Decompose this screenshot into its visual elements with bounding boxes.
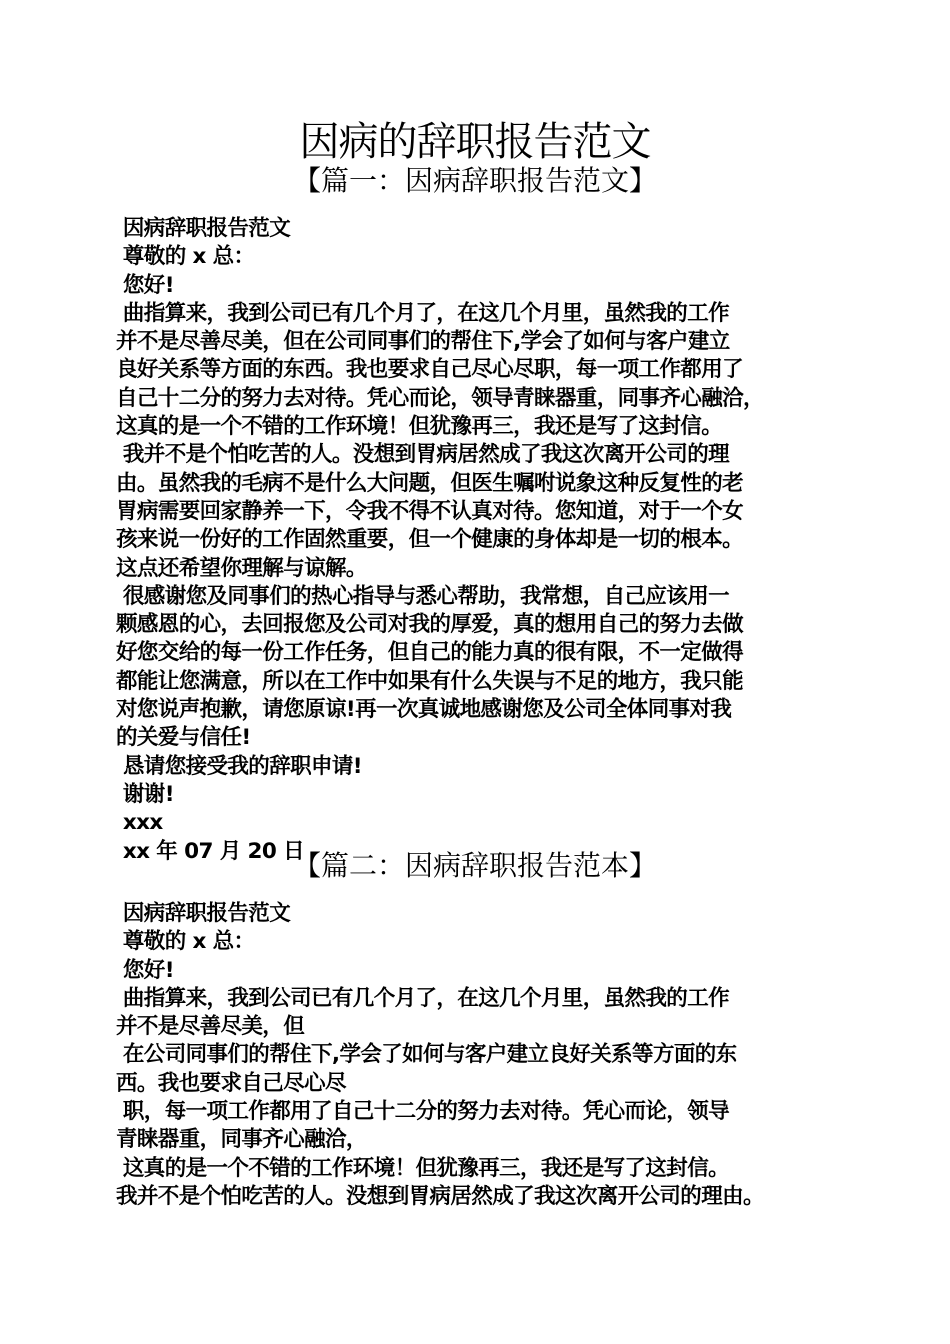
body-line: 都能让您满意，所以在工作中如果有什么失误与不足的地方，我只能 (116, 668, 744, 694)
body-line: 恳请您接受我的辞职申请! (116, 753, 362, 779)
body-line: 我并不是个怕吃苦的人。没想到胃病居然成了我这次离开公司的理由。 (116, 1183, 764, 1209)
section2-heading: 【篇二：因病辞职报告范本】 (292, 849, 657, 882)
document-title: 因病的辞职报告范文 (299, 119, 651, 165)
body-line: 因病辞职报告范文 (116, 901, 291, 926)
body-line: 您好! (116, 957, 174, 983)
body-line: 谢谢! (116, 781, 174, 807)
body-line: 胃病需要回家静养一下，令我不得不认真对待。您知道，对于一个女 (116, 498, 744, 524)
body-line: 尊敬的 x 总： (116, 929, 255, 955)
body-line: 曲指算来，我到公司已有几个月了，在这几个月里，虽然我的工作 (116, 300, 729, 326)
body-line: 职，每一项工作都用了自己十二分的努力去对待。凭心而论，领导 (116, 1099, 729, 1125)
body-line: 这真的是一个不错的工作环境！但犹豫再三，我还是写了这封信。 (116, 414, 723, 440)
section1-heading: 【篇一：因病辞职报告范文】 (292, 164, 657, 197)
body-line: 颗感恩的心，去回报您及公司对我的厚爱，真的想用自己的努力去做 (116, 612, 744, 638)
body-line: 在公司同事们的帮住下,学会了如何与客户建立良好关系等方面的东 (116, 1042, 737, 1068)
body-line: 由。虽然我的毛病不是什么大问题，但医生嘱咐说象这种反复性的老 (116, 470, 744, 496)
body-line: 好您交给的每一份工作任务，但自己的能力真的很有限，不一定做得 (116, 640, 744, 666)
body-line: 很感谢您及同事们的热心指导与悉心帮助，我常想，自己应该用一 (116, 583, 729, 609)
body-line: 自己十二分的努力去对待。凭心而论，领导青睐器重，同事齐心融洽， (116, 385, 764, 411)
section2-body (116, 900, 856, 1211)
signature-name: xxx (116, 810, 163, 836)
body-line: 孩来说一份好的工作固然重要，但一个健康的身体却是一切的根本。 (116, 527, 744, 553)
body-line: 并不是尽善尽美，但在公司同事们的帮住下,学会了如何与客户建立 (116, 329, 730, 355)
body-line: 您好! (116, 272, 174, 298)
body-line: 尊敬的 x 总： (116, 244, 255, 270)
body-line: 西。我也要求自己尽心尽 (116, 1070, 346, 1096)
body-line: 青睐器重，同事齐心融洽， (116, 1127, 367, 1153)
body-line: 的关爱与信任! (116, 725, 251, 751)
body-line: 我并不是个怕吃苦的人。没想到胃病居然成了我这次离开公司的理 (116, 442, 729, 468)
body-line: 这点还希望你理解与谅解。 (116, 555, 367, 581)
body-line: 并不是尽善尽美，但 (116, 1014, 305, 1040)
body-line: 曲指算来，我到公司已有几个月了，在这几个月里，虽然我的工作 (116, 985, 729, 1011)
section1-body (116, 215, 856, 866)
body-line: 对您说声抱歉，请您原谅!再一次真诚地感谢您及公司全体同事对我 (116, 697, 732, 723)
body-line: 良好关系等方面的东西。我也要求自己尽心尽职，每一项工作都用了 (116, 357, 744, 383)
body-line: 这真的是一个不错的工作环境！但犹豫再三，我还是写了这封信。 (116, 1155, 729, 1181)
signature-date: xx 年 07 月 20 日 (116, 838, 304, 864)
body-line: 因病辞职报告范文 (116, 216, 291, 241)
